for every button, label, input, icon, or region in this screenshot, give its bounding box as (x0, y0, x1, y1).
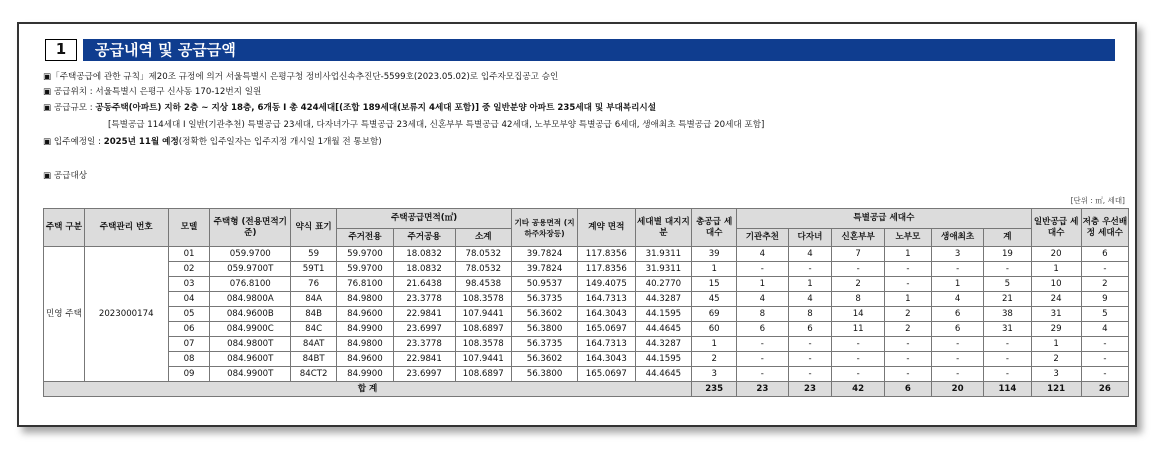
table-cell: 4 (931, 292, 983, 307)
table-cell: 78.0532 (455, 262, 512, 277)
scale-prefix: ▣ 공급규모 : (43, 103, 96, 113)
table-cell: - (984, 367, 1031, 382)
table-cell: 5 (1081, 307, 1128, 322)
table-cell: 69 (692, 307, 737, 322)
location-line: ▣ 공급위치 : 서울특별시 은평구 신사동 170-12번지 일원 (43, 87, 262, 97)
table-cell: 84.9900 (337, 322, 394, 337)
table-cell: 1 (884, 292, 931, 307)
table-cell: - (884, 277, 931, 292)
table-cell: 117.8356 (578, 247, 636, 262)
table-cell: 1 (1031, 337, 1081, 352)
table-cell: 84AT (291, 337, 337, 352)
table-row (44, 322, 1129, 337)
table-cell: 164.3043 (578, 307, 636, 322)
table-cell: 059.9700 (210, 247, 291, 262)
table-cell: - (737, 337, 788, 352)
table-cell: 076.8100 (210, 277, 291, 292)
table-cell: 39.7824 (512, 247, 578, 262)
table-cell: 108.3578 (455, 292, 512, 307)
table-cell: 117.8356 (578, 262, 636, 277)
table-cell: 38 (984, 307, 1031, 322)
table-cell: 45 (692, 292, 737, 307)
document-frame (17, 22, 1137, 427)
table-row (44, 367, 1129, 382)
table-cell: 56.3800 (512, 322, 578, 337)
table-cell: 31 (984, 322, 1031, 337)
total-cell: 121 (1031, 382, 1081, 397)
table-cell: 84.9900 (337, 367, 394, 382)
table-cell: - (884, 337, 931, 352)
table-cell: - (931, 337, 983, 352)
table-cell: 18.0832 (393, 262, 455, 277)
table-cell: 40.2770 (635, 277, 692, 292)
table-cell: 059.9700T (210, 262, 291, 277)
table-cell: 56.3602 (512, 352, 578, 367)
table-cell: 108.6897 (455, 322, 512, 337)
table-cell: - (984, 352, 1031, 367)
total-cell: 23 (737, 382, 788, 397)
header-general-supply: 일반공급 세대수 (1031, 209, 1081, 247)
table-cell: - (832, 262, 884, 277)
table-cell: 56.3735 (512, 337, 578, 352)
table-cell: 14 (832, 307, 884, 322)
table-cell: 84.9600 (337, 352, 394, 367)
table-cell: 04 (168, 292, 210, 307)
table-cell: 07 (168, 337, 210, 352)
house-type-cell: 민영 주택 (44, 247, 85, 382)
table-cell: 4 (788, 247, 832, 262)
table-cell: 9 (1081, 292, 1128, 307)
header-sp-sum: 계 (984, 229, 1031, 247)
total-cell: 114 (984, 382, 1031, 397)
table-cell: 165.0697 (578, 322, 636, 337)
table-cell: 50.9537 (512, 277, 578, 292)
table-cell: 84BT (291, 352, 337, 367)
table-cell: - (832, 367, 884, 382)
table-cell: 84C (291, 322, 337, 337)
total-cell: 42 (832, 382, 884, 397)
table-cell: 7 (832, 247, 884, 262)
table-cell: 29 (1031, 322, 1081, 337)
table-cell: 59 (291, 247, 337, 262)
total-cell: 235 (692, 382, 737, 397)
table-cell: 6 (931, 307, 983, 322)
header-sp-multichild: 다자녀 (788, 229, 832, 247)
table-cell: - (788, 337, 832, 352)
table-cell: 11 (832, 322, 884, 337)
move-in-note: (정확한 입주일자는 입주지정 개시일 1개월 전 통보함) (178, 137, 382, 147)
table-cell: 03 (168, 277, 210, 292)
section-number: 1 (45, 39, 77, 61)
header-total-units: 총공급 세대수 (692, 209, 737, 247)
table-cell: 084.9900C (210, 322, 291, 337)
table-cell: 60 (692, 322, 737, 337)
table-cell: 44.3287 (635, 337, 692, 352)
header-lowfloor: 저층 우선배정 세대수 (1081, 209, 1128, 247)
table-cell: 1 (692, 262, 737, 277)
table-cell: - (884, 262, 931, 277)
table-cell: 1 (788, 277, 832, 292)
table-cell: 3 (931, 247, 983, 262)
table-cell: 23.3778 (393, 337, 455, 352)
table-cell: 4 (737, 292, 788, 307)
table-cell: 1 (1031, 262, 1081, 277)
table-cell: 2 (884, 307, 931, 322)
header-sp-firsttime: 생애최초 (931, 229, 983, 247)
total-cell: 26 (1081, 382, 1128, 397)
section-titlebar (45, 39, 1115, 61)
table-cell: - (788, 367, 832, 382)
table-cell: - (931, 262, 983, 277)
table-cell: 78.0532 (455, 247, 512, 262)
table-cell: 2 (884, 322, 931, 337)
table-cell: 3 (1031, 367, 1081, 382)
table-row (44, 307, 1129, 322)
table-cell: 76.8100 (337, 277, 394, 292)
header-sp-elderly: 노부모 (884, 229, 931, 247)
table-cell: 6 (931, 322, 983, 337)
mgmt-no-cell: 2023000174 (84, 247, 168, 382)
header-abbr: 약식 표기 (291, 209, 337, 247)
table-cell: 6 (788, 322, 832, 337)
header-supply-area: 주택공급면적(㎡) (337, 209, 512, 229)
section-title: 공급내역 및 공급금액 (83, 39, 1115, 61)
table-cell: - (984, 262, 1031, 277)
table-cell: 084.9900T (210, 367, 291, 382)
table-cell: 084.9600T (210, 352, 291, 367)
header-exclusive: 주거전용 (337, 229, 394, 247)
table-row (44, 247, 1129, 262)
table-cell: 59.9700 (337, 247, 394, 262)
table-cell: 22.9841 (393, 307, 455, 322)
table-cell: - (931, 367, 983, 382)
table-cell: 21 (984, 292, 1031, 307)
table-cell: 39.7824 (512, 262, 578, 277)
table-cell: 44.4645 (635, 367, 692, 382)
table-cell: 149.4075 (578, 277, 636, 292)
header-contract-area: 계약 면적 (578, 209, 636, 247)
header-other-area: 기타 공용면적 (지하주차장등) (512, 209, 578, 247)
table-cell: 98.4538 (455, 277, 512, 292)
move-in-line (43, 136, 382, 148)
special-supply-line: [특별공급 114세대 I 일반(기관추천) 특별공급 23세대, 다자녀가구 특별공급 23세대, 신혼부부 특별공급 42세대, 노부모부양 특별공급 6세대, 생애최초 특별공급 20세대 포함] (108, 120, 765, 130)
header-mgmt-no: 주택관리 번호 (84, 209, 168, 247)
table-cell: 4 (1081, 322, 1128, 337)
table-cell: 8 (832, 292, 884, 307)
table-cell: - (1081, 337, 1128, 352)
table-cell: 2 (832, 277, 884, 292)
table-cell: 24 (1031, 292, 1081, 307)
table-cell: 59.9700 (337, 262, 394, 277)
header-model: 모델 (168, 209, 210, 247)
table-cell: 1 (737, 277, 788, 292)
table-row (44, 352, 1129, 367)
header-sp-institution: 기관추천 (737, 229, 788, 247)
table-cell: 44.1595 (635, 352, 692, 367)
table-cell: 2 (1081, 277, 1128, 292)
table-cell: 108.6897 (455, 367, 512, 382)
table-cell: 2 (1031, 352, 1081, 367)
table-cell: 165.0697 (578, 367, 636, 382)
table-cell: 107.9441 (455, 352, 512, 367)
table-cell: 23.6997 (393, 322, 455, 337)
table-cell: 4 (737, 247, 788, 262)
table-cell: 84B (291, 307, 337, 322)
table-cell: 23.6997 (393, 367, 455, 382)
table-cell: 23.3778 (393, 292, 455, 307)
table-row (44, 292, 1129, 307)
table-cell: - (1081, 262, 1128, 277)
table-cell: 84CT2 (291, 367, 337, 382)
total-label: 합 계 (44, 382, 692, 397)
table-cell: 01 (168, 247, 210, 262)
table-cell: 8 (788, 307, 832, 322)
table-cell: 21.6438 (393, 277, 455, 292)
table-cell: 84.9800 (337, 292, 394, 307)
table-cell: 09 (168, 367, 210, 382)
table-cell: 3 (692, 367, 737, 382)
move-in-prefix: ▣ 입주예정일 : (43, 137, 104, 147)
table-cell: 15 (692, 277, 737, 292)
table-cell: 107.9441 (455, 307, 512, 322)
table-cell: 2 (692, 352, 737, 367)
table-row (44, 262, 1129, 277)
total-cell: 6 (884, 382, 931, 397)
table-cell: - (788, 352, 832, 367)
table-cell: - (788, 262, 832, 277)
table-cell: 76 (291, 277, 337, 292)
table-cell: 05 (168, 307, 210, 322)
supply-table (43, 208, 1129, 397)
table-cell: - (931, 352, 983, 367)
table-cell: 5 (984, 277, 1031, 292)
table-cell: - (984, 337, 1031, 352)
table-row (44, 277, 1129, 292)
unit-label: [단위 : ㎡, 세대] (1070, 196, 1125, 205)
total-cell: 23 (788, 382, 832, 397)
table-cell: 164.3043 (578, 352, 636, 367)
table-cell: 164.7313 (578, 292, 636, 307)
table-cell: 108.3578 (455, 337, 512, 352)
table-cell: 84.9600 (337, 307, 394, 322)
table-body (44, 247, 1129, 397)
table-cell: - (832, 337, 884, 352)
header-housetype: 주택형 (전용면적기준) (210, 209, 291, 247)
table-cell: 08 (168, 352, 210, 367)
table-cell: 1 (931, 277, 983, 292)
table-cell: 084.9800T (210, 337, 291, 352)
table-cell: 10 (1031, 277, 1081, 292)
table-cell: 31.9311 (635, 262, 692, 277)
header-land-share: 세대별 대지지분 (635, 209, 692, 247)
table-cell: 56.3735 (512, 292, 578, 307)
table-cell: 31.9311 (635, 247, 692, 262)
total-cell: 20 (931, 382, 983, 397)
table-cell: - (737, 262, 788, 277)
move-in-date: 2025년 11월 예정 (103, 137, 179, 147)
table-cell: 20 (1031, 247, 1081, 262)
table-cell: 02 (168, 262, 210, 277)
table-cell: 44.4645 (635, 322, 692, 337)
table-cell: 6 (737, 322, 788, 337)
table-cell: 84A (291, 292, 337, 307)
header-sp-newlywed: 신혼부부 (832, 229, 884, 247)
table-cell: 44.3287 (635, 292, 692, 307)
approval-line: ▣「주택공급에 관한 규칙」제20조 규정에 의거 서울특별시 은평구청 정비사업신속추진단-5599호(2023.05.02)로 입주자모집공고 승인 (43, 72, 559, 82)
table-cell: 164.7313 (578, 337, 636, 352)
table-cell: 31 (1031, 307, 1081, 322)
table-cell: 4 (788, 292, 832, 307)
table-cell: - (884, 352, 931, 367)
table-cell: 06 (168, 322, 210, 337)
table-cell: 56.3800 (512, 367, 578, 382)
table-cell: 084.9800A (210, 292, 291, 307)
table-cell: 39 (692, 247, 737, 262)
table-cell: 084.9600B (210, 307, 291, 322)
table-cell: 19 (984, 247, 1031, 262)
table-cell: 18.0832 (393, 247, 455, 262)
table-cell: 56.3602 (512, 307, 578, 322)
table-cell: 6 (1081, 247, 1128, 262)
header-common: 주거공용 (393, 229, 455, 247)
table-cell: 1 (884, 247, 931, 262)
header-special-supply: 특별공급 세대수 (737, 209, 1031, 229)
table-cell: 1 (692, 337, 737, 352)
table-cell: - (1081, 367, 1128, 382)
table-cell: 8 (737, 307, 788, 322)
table-cell: - (737, 367, 788, 382)
header-subtotal: 소계 (455, 229, 512, 247)
table-cell: - (1081, 352, 1128, 367)
table-cell: 84.9800 (337, 337, 394, 352)
table-row (44, 337, 1129, 352)
total-row (44, 382, 1129, 397)
scale-text: 공동주택(아파트) 지하 2층 ~ 지상 18층, 6개동 I 총 424세대[(조합 189세대(보류지 4세대 포함)] 중 일반분양 아파트 235세대 및 부대복리시설 (95, 103, 657, 113)
table-cell: 44.1595 (635, 307, 692, 322)
scale-line (43, 102, 656, 114)
header-house-type: 주택 구분 (44, 209, 85, 247)
table-cell: - (737, 352, 788, 367)
table-cell: 22.9841 (393, 352, 455, 367)
table-cell: - (884, 367, 931, 382)
table-cell: - (832, 352, 884, 367)
section-heading: ▣ 공급대상 (43, 171, 88, 181)
table-cell: 59T1 (291, 262, 337, 277)
